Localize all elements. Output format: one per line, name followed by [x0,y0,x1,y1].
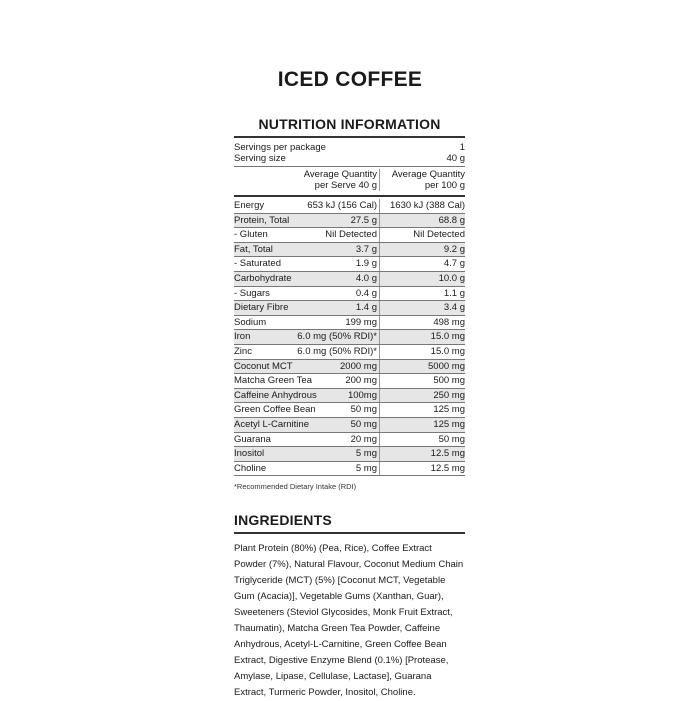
per-serve-value: 5 mg [296,462,380,476]
servings-per-package-label: Servings per package [234,142,326,153]
per-100g-value: 12.5 mg [430,462,465,474]
nutrition-row [234,418,465,433]
nutrition-row [234,389,465,404]
per-100g-value: 15.0 mg [430,331,465,343]
nutrient-name: - Saturated [234,258,281,270]
per-100g-value: Nil Detected [413,229,465,241]
per-100g-value: 250 mg [433,389,465,401]
per-serve-value: 2000 mg [296,360,380,374]
nutrition-row [234,287,465,302]
nutrition-row [234,316,465,331]
servings-per-package-row [234,142,465,153]
per-serve-header-line2: per Serve 40 g [314,180,377,191]
servings-block [234,138,465,167]
nutrient-name: Matcha Green Tea [234,375,312,387]
nutrition-row [234,257,465,272]
per-serve-value: 653 kJ (156 Cal) [296,199,380,213]
nutrition-panel [234,116,465,491]
column-header-per-100g [380,169,465,191]
nutrition-row [234,228,465,243]
per-100g-value: 500 mg [433,375,465,387]
nutrient-name: Sodium [234,316,267,328]
per-serve-value: 3.7 g [296,243,380,257]
per-serve-value: 50 mg [296,403,380,417]
nutrient-name: Acetyl L-Carnitine [234,418,309,430]
rdi-footnote: *Recommended Dietary Intake (RDI) [234,482,357,492]
nutrient-name: Fat, Total [234,243,273,255]
column-headers [234,167,465,197]
per-serve-value: 100mg [296,389,380,403]
per-serve-value: 6.0 mg (50% RDI)* [296,330,380,344]
per-serve-value: 200 mg [296,374,380,388]
per-serve-value: 1.9 g [296,257,380,271]
nutrient-name: Energy [234,200,265,211]
nutrition-row [234,301,465,316]
nutrition-row [234,272,465,287]
nutrition-row [234,345,465,360]
per-serve-value: 27.5 g [296,214,380,228]
servings-per-package-value: 1 [459,142,465,153]
nutrition-row [234,330,465,345]
nutrition-row [234,360,465,375]
per-100g-value: 1630 kJ (388 Cal) [390,200,465,211]
per-100g-value: 498 mg [433,316,465,328]
per-serve-value: 0.4 g [296,287,380,301]
column-header-blank [234,169,296,191]
per-serve-value: 5 mg [296,447,380,461]
nutrition-row [234,243,465,258]
nutrition-heading: NUTRITION INFORMATION [234,116,465,138]
nutrition-row [234,447,465,462]
column-header-per-serve [296,169,380,191]
serving-size-row [234,153,465,164]
per-serve-value: 199 mg [296,316,380,330]
per-100g-value: 5000 mg [428,360,465,372]
per-100g-value: 1.1 g [443,287,465,299]
nutrient-name: - Sugars [234,287,270,299]
nutrient-name: Green Coffee Bean [234,404,316,416]
product-title: ICED COFFEE [277,68,423,91]
serving-size-label: Serving size [234,153,286,164]
nutrient-name: Coconut MCT [234,360,293,372]
nutrition-rows [234,197,465,476]
nutrient-name: Dietary Fibre [234,302,289,314]
per-serve-value: 6.0 mg (50% RDI)* [296,345,380,359]
ingredients-panel [234,512,465,701]
nutrient-name: Guarana [234,433,271,445]
serving-size-value: 40 g [446,153,465,164]
nutrition-row [234,374,465,389]
per-serve-header-line1: Average Quantity [303,169,377,180]
per-100g-value: 3.4 g [443,302,465,314]
nutrition-row [234,403,465,418]
per-100g-value: 68.8 g [438,214,465,226]
per-100g-header-line2: per 100 g [424,180,465,191]
nutrition-row [234,433,465,448]
nutrient-name: Protein, Total [234,214,290,226]
nutrient-name: Carbohydrate [234,272,292,284]
per-100g-value: 15.0 mg [430,345,465,357]
ingredients-text: Plant Protein (80%) (Pea, Rice), Coffee Extract Powder (7%), Natural Flavour, Coconut Medium Chain Triglyceride (MCT) (5%) [Coconut MCT, Vegetable Gum (Acacia)], Vegetable Gums (Xanthan, Guar), Sweeteners (Steviol Glycosides, Monk Fruit Extract, Thaumatin), Matcha Green Tea Powder, Caffeine Anhydrous, Acetyl-L-Carnitine, Green Coffee Bean Extract, Digestive Enzyme Blend (0.1%) [Protease, Amylase, Lipase, Cellulase, Lactase], Guarana Extract, Turmeric Powder, Inositol, Choline. [234,543,464,698]
nutrition-row [234,214,465,229]
per-100g-value: 125 mg [433,404,465,416]
ingredients-heading: INGREDIENTS [234,512,465,534]
nutrition-row [234,199,465,214]
nutrient-name: Zinc [234,345,252,357]
per-serve-value: 50 mg [296,418,380,432]
per-serve-value: Nil Detected [296,228,380,242]
nutrient-name: Caffeine Anhydrous [234,389,317,401]
per-100g-value: 50 mg [438,433,465,445]
per-100g-header-line1: Average Quantity [391,169,465,180]
nutrient-name: - Gluten [234,229,268,241]
per-serve-value: 20 mg [296,433,380,447]
nutrient-name: Inositol [234,448,265,460]
per-100g-value: 125 mg [433,418,465,430]
per-100g-value: 9.2 g [443,243,465,255]
nutrition-row [234,462,465,477]
nutrient-name: Iron [234,331,251,343]
per-100g-value: 12.5 mg [430,448,465,460]
per-100g-value: 10.0 g [438,272,465,284]
per-serve-value: 4.0 g [296,272,380,286]
nutrient-name: Choline [234,462,267,474]
per-100g-value: 4.7 g [443,258,465,270]
per-serve-value: 1.4 g [296,301,380,315]
